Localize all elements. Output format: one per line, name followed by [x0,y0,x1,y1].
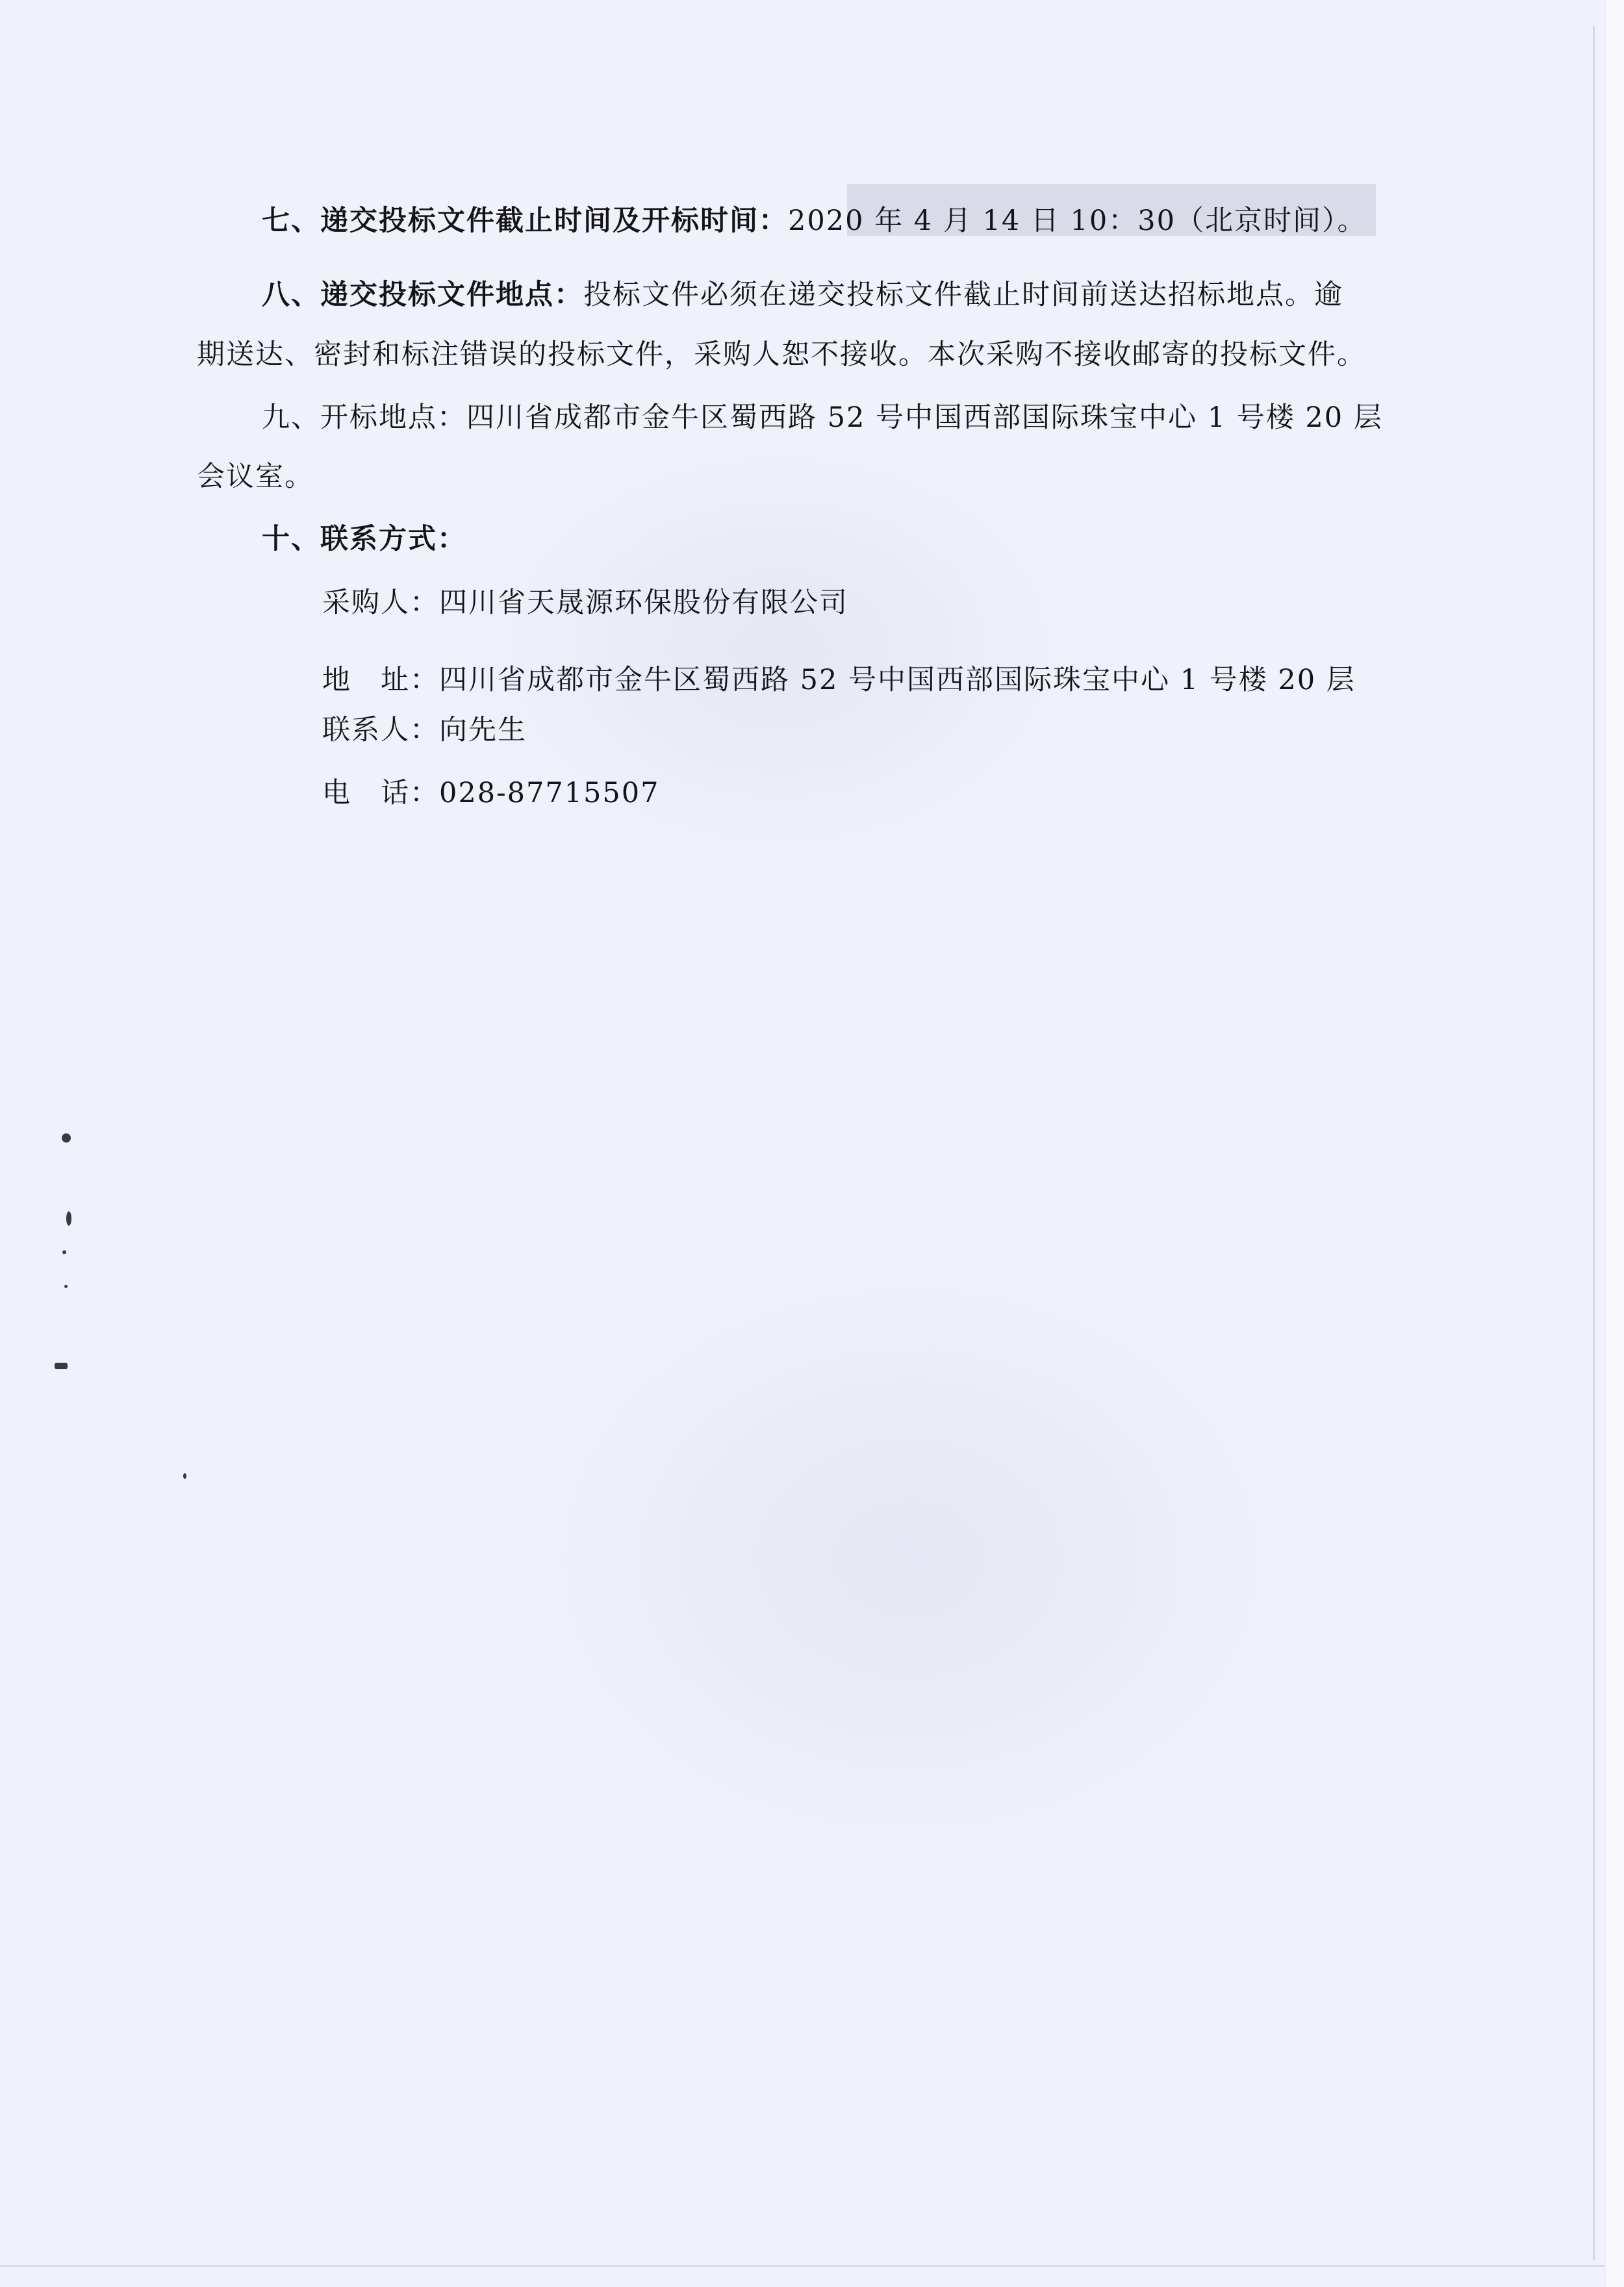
scan-speck [62,1133,71,1143]
scan-speck [64,1285,68,1288]
scan-speck [55,1363,68,1369]
section-7-heading: 七、递交投标文件截止时间及开标时间： [262,205,788,237]
section-7-body: 2020 年 4 月 14 日 10：30（北京时间）。 [788,205,1367,237]
contact-address: 地 址：四川省成都市金牛区蜀西路 52 号中国西部国际珠宝中心 1 号楼 20 层 [322,664,1356,696]
scan-speck [183,1473,186,1479]
page-edge-shadow [1593,26,1595,2260]
section-10-heading: 十、联系方式： [262,523,466,555]
section-8-body-line-1: 投标文件必须在递交投标文件截止时间前送达招标地点。逾 [583,279,1343,311]
section-8-body-line-2: 期送达、密封和标注错误的投标文件，采购人恕不接收。本次采购不接收邮寄的投标文件。 [197,338,1366,371]
contact-purchaser: 采购人：四川省天晟源环保股份有限公司 [322,587,848,619]
contact-person: 联系人：向先生 [322,714,527,746]
scan-speck [62,1250,66,1254]
page-edge-margin [1606,0,1624,2287]
section-8-line-1 [262,275,1343,314]
section-7 [262,201,1366,240]
scan-speck [66,1211,71,1226]
contact-phone: 电 话：028-87715507 [322,777,660,809]
page-bottom-edge [0,2265,1605,2267]
section-9-line-2: 会议室。 [197,461,314,493]
section-8-heading: 八、递交投标文件地点： [262,279,583,311]
section-9-line-1: 九、开标地点：四川省成都市金牛区蜀西路 52 号中国西部国际珠宝中心 1 号楼 20 层 [262,401,1383,434]
